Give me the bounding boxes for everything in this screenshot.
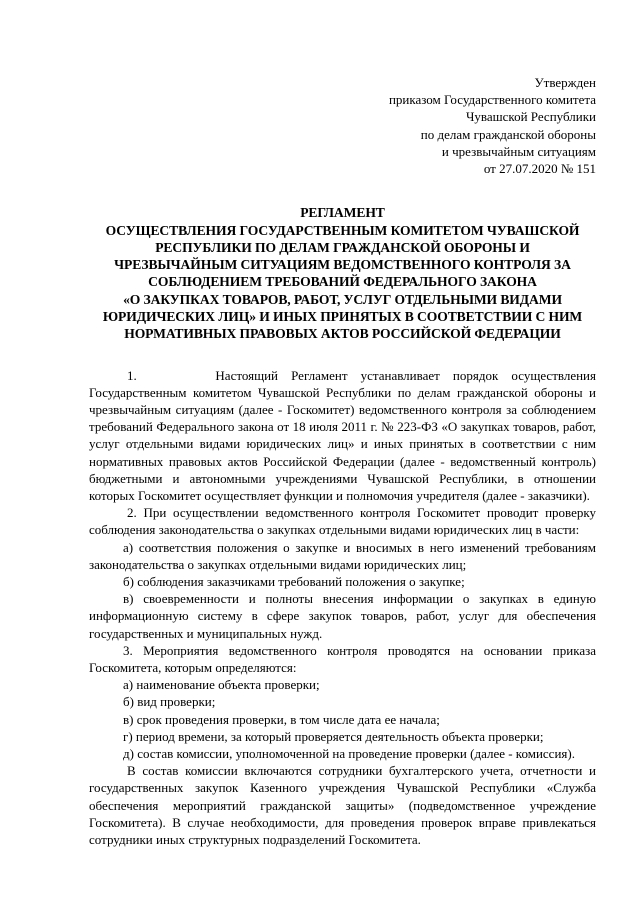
approval-line: от 27.07.2020 № 151 <box>483 161 596 177</box>
approval-line: и чрезвычайным ситуациям <box>441 143 596 159</box>
paragraph-3d: г) период времени, за который проверяется деятельность объекта проверки; <box>123 728 544 744</box>
approval-line: Чувашской Республики <box>465 109 596 125</box>
title-line: НОРМАТИВНЫХ ПРАВОВЫХ АКТОВ РОССИЙСКОЙ ФЕДЕРАЦИИ <box>124 326 561 342</box>
paragraph-3e: д) состав комиссии, уполномоченной на проведение проверки (далее - комиссия). <box>123 746 575 762</box>
title-line: ЧРЕЗВЫЧАЙНЫМ СИТУАЦИЯМ ВЕДОМСТВЕННОГО КОНТРОЛЯ ЗА <box>114 257 571 273</box>
approval-line: приказом Государственного комитета <box>388 92 596 108</box>
paragraph-commission: В состав комиссии включаются сотрудники бухгалтерского учета, отчетности и государственных закупок Казенного учреждения Чувашской Республики «Служба обеспечения мероприятий гражданской защиты» (подведомственное учреждение Госкомитета). В случае необходимости, для проведения проверок вправе привлекаться сотрудники иных структурных подразделений Госкомитета. <box>89 763 596 848</box>
title-line: РЕГЛАМЕНТ <box>300 205 385 221</box>
document-title <box>89 204 596 342</box>
title-line: «О ЗАКУПКАХ ТОВАРОВ, РАБОТ, УСЛУГ ОТДЕЛЬНЫМИ ВИДАМИ <box>123 291 562 307</box>
paragraph-3c: в) срок проведения проверки, в том числе дата ее начала; <box>123 711 440 727</box>
paragraph-2b: б) соблюдения заказчиками требований положения о закупке; <box>123 574 465 590</box>
approval-line: по делам гражданской обороны <box>420 126 596 142</box>
approval-line: Утвержден <box>534 75 596 90</box>
title-line: ЮРИДИЧЕСКИХ ЛИЦ» И ИНЫХ ПРИНЯТЫХ В СООТВЕТСТВИИ С НИМ <box>102 309 583 324</box>
approval-stamp <box>89 74 596 177</box>
paragraph-2c: в) своевременности и полноты внесения информации о закупках в единую информационную систему в сфере закупок товаров, работ, услуг для обеспечения государственных и муниципальных нужд. <box>89 591 596 641</box>
paragraph-3: 3. Мероприятия ведомственного контроля проводятся на основании приказа Госкомитета, которым определяются: <box>89 642 596 676</box>
paragraph-2a: а) соответствия положения о закупке и вносимых в него изменений требованиям законодательства о закупках отдельными видами юридических лиц; <box>89 539 596 572</box>
paragraph-3a: а) наименование объекта проверки; <box>123 677 320 693</box>
title-line: СОБЛЮДЕНИЕМ ТРЕБОВАНИЙ ФЕДЕРАЛЬНОГО ЗАКОНА <box>148 274 537 290</box>
paragraph-1: 1. Настоящий Регламент устанавливает порядок осуществления Государственным комитетом Чувашской Республики по делам гражданской обороны и чрезвычайным ситуациям (далее - Госкомитет) ведомственного контроля за соблюдением требований Федерального закона от 18 июля 2011 г. № 223-ФЗ «О закупках товаров, работ, услуг отдельными видами юридических лиц» и иных принятых в соответствии с ним нормативных правовых актов Российской Федерации (далее - ведомственный контроль) бюджетными и автономными учреждениями Чувашской Республики, в отношении которых Госкомитет осуществляет функции и полномочия учредителя (далее - заказчики). <box>89 367 596 504</box>
title-line: РЕСПУБЛИКИ ПО ДЕЛАМ ГРАЖДАНСКОЙ ОБОРОНЫ И <box>155 239 530 255</box>
paragraph-2: 2. При осуществлении ведомственного контроля Госкомитет проводит проверку соблюдения законодательства о закупках отдельными видами юридических лиц в части: <box>89 505 596 538</box>
title-line: ОСУЩЕСТВЛЕНИЯ ГОСУДАРСТВЕННЫМ КОМИТЕТОМ ЧУВАШСКОЙ <box>105 222 580 238</box>
paragraph-3b: б) вид проверки; <box>123 694 216 710</box>
document-body <box>89 367 596 849</box>
